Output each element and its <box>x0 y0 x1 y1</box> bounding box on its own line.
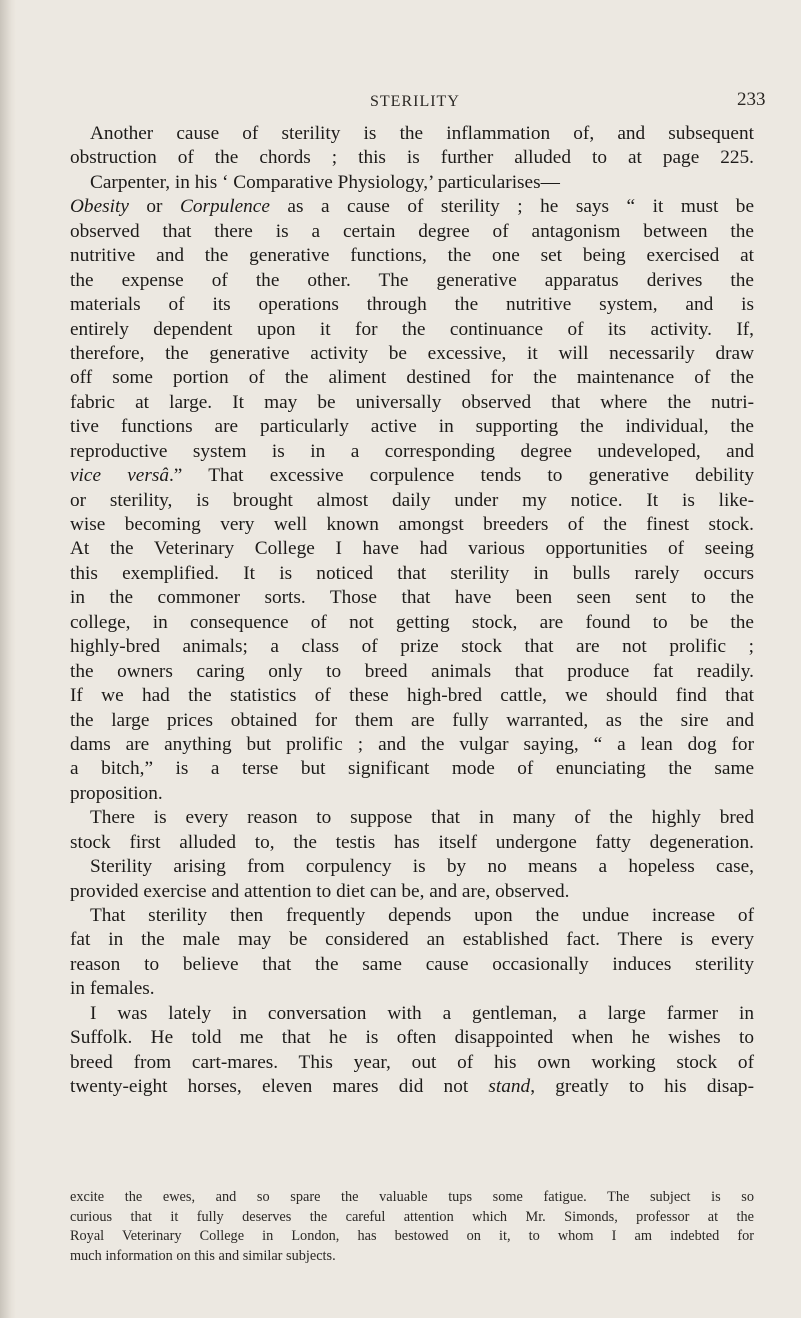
text-line: or sterility, is brought almost daily under my notice. It is like- <box>70 489 754 511</box>
text-line: entirely dependent upon it for the continuance of its activity. If, <box>70 318 754 340</box>
text-line: obstruction of the chords ; this is further alluded to at page 225. <box>70 147 754 169</box>
text-line: vice versâ.” That excessive corpulence tends to generative debility <box>70 465 754 487</box>
text-line: If we had the statistics of these high-bred cattle, we should find that <box>70 685 754 707</box>
text-line: breed from cart-mares. This year, out of his own working stock of <box>70 1051 754 1073</box>
text-line: nutritive and the generative functions, the one set being exercised at <box>70 245 754 267</box>
footnote-line: Royal Veterinary College in London, has bestowed on it, to whom I am indebted for <box>70 1228 754 1245</box>
text-line: dams are anything but prolific ; and the vulgar saying, “ a lean dog for <box>70 733 754 755</box>
text-line: this exemplified. It is noticed that sterility in bulls rarely occurs <box>70 562 754 584</box>
text-line: That sterility then frequently depends upon the undue increase of <box>90 905 754 926</box>
text-line: stock first alluded to, the testis has itself undergone fatty degeneration. <box>70 831 754 853</box>
italic-term: Corpulence <box>179 196 270 218</box>
footnote-line: curious that it fully deserves the careful attention which Mr. Simonds, professor at the <box>70 1208 754 1225</box>
text-line: proposition. <box>70 782 163 804</box>
text-line: the owners caring only to breed animals that produce fat readily. <box>70 660 754 682</box>
italic-term: stand <box>488 1076 531 1098</box>
text-line: the large prices obtained for them are fully warranted, as the sire and <box>70 709 754 731</box>
text-line: in the commoner sorts. Those that have been seen sent to the <box>70 587 754 609</box>
footnote-line: excite the ewes, and so spare the valuable tups some fatigue. The subject is so <box>70 1189 754 1205</box>
text-line: Another cause of sterility is the inflammation of, and subsequent <box>90 123 754 144</box>
text-line: wise becoming very well known amongst breeders of the finest stock. <box>70 514 754 535</box>
italic-term: vice versâ <box>70 465 169 487</box>
body-text <box>70 122 754 1100</box>
text-line: At the Veterinary College I have had various opportunities of seeing <box>70 538 754 560</box>
text-line: reproductive system is in a corresponding degree undeveloped, and <box>70 440 754 462</box>
text-line: tive functions are particularly active in supporting the individual, the <box>70 416 754 438</box>
footnote <box>70 1188 754 1266</box>
text-line: I was lately in conversation with a gentleman, a large farmer in <box>90 1002 754 1024</box>
text-line: There is every reason to suppose that in many of the highly bred <box>90 807 754 829</box>
text-line: a bitch,” is a terse but significant mode of enunciating the same <box>70 758 754 780</box>
text-line: Suffolk. He told me that he is often disappointed when he wishes to <box>70 1027 754 1049</box>
text-line: the expense of the other. The generative apparatus derives the <box>70 269 754 291</box>
text-line: college, in consequence of not getting stock, are found to be the <box>70 611 754 633</box>
text-line: observed that there is a certain degree of antagonism between the <box>70 220 754 242</box>
spine-shadow <box>0 0 16 1318</box>
text-line: highly-bred animals; a class of prize stock that are not prolific ; <box>70 636 754 658</box>
footnote-line: much information on this and similar subjects. <box>70 1247 336 1264</box>
text-line: fabric at large. It may be universally observed that where the nutri- <box>70 391 754 413</box>
italic-term: Obesity <box>70 196 129 218</box>
text-line: Sterility arising from corpulency is by no means a hopeless case, <box>90 856 754 878</box>
text-line: provided exercise and attention to diet can be, and are, observed. <box>70 880 570 902</box>
text-line: therefore, the generative activity be excessive, it will necessarily draw <box>70 342 754 364</box>
text-line: twenty-eight horses, eleven mares did not stand, greatly to his disap- <box>70 1076 754 1098</box>
text-line: in females. <box>70 978 155 1000</box>
page-number: 233 <box>737 89 766 110</box>
text-line: off some portion of the aliment destined for the maintenance of the <box>70 367 754 389</box>
text-line: Carpenter, in his ‘ Comparative Physiology,’ particularises— <box>90 171 560 193</box>
running-head: STERILITY <box>370 93 460 110</box>
text-line: materials of its operations through the nutritive system, and is <box>70 294 754 316</box>
page-header <box>0 77 801 110</box>
text-line: reason to believe that the same cause occasionally induces sterility <box>70 953 754 975</box>
text-line: fat in the male may be considered an established fact. There is every <box>70 929 754 951</box>
text-line: Obesity or Corpulence as a cause of sterility ; he says “ it must be <box>70 196 755 218</box>
